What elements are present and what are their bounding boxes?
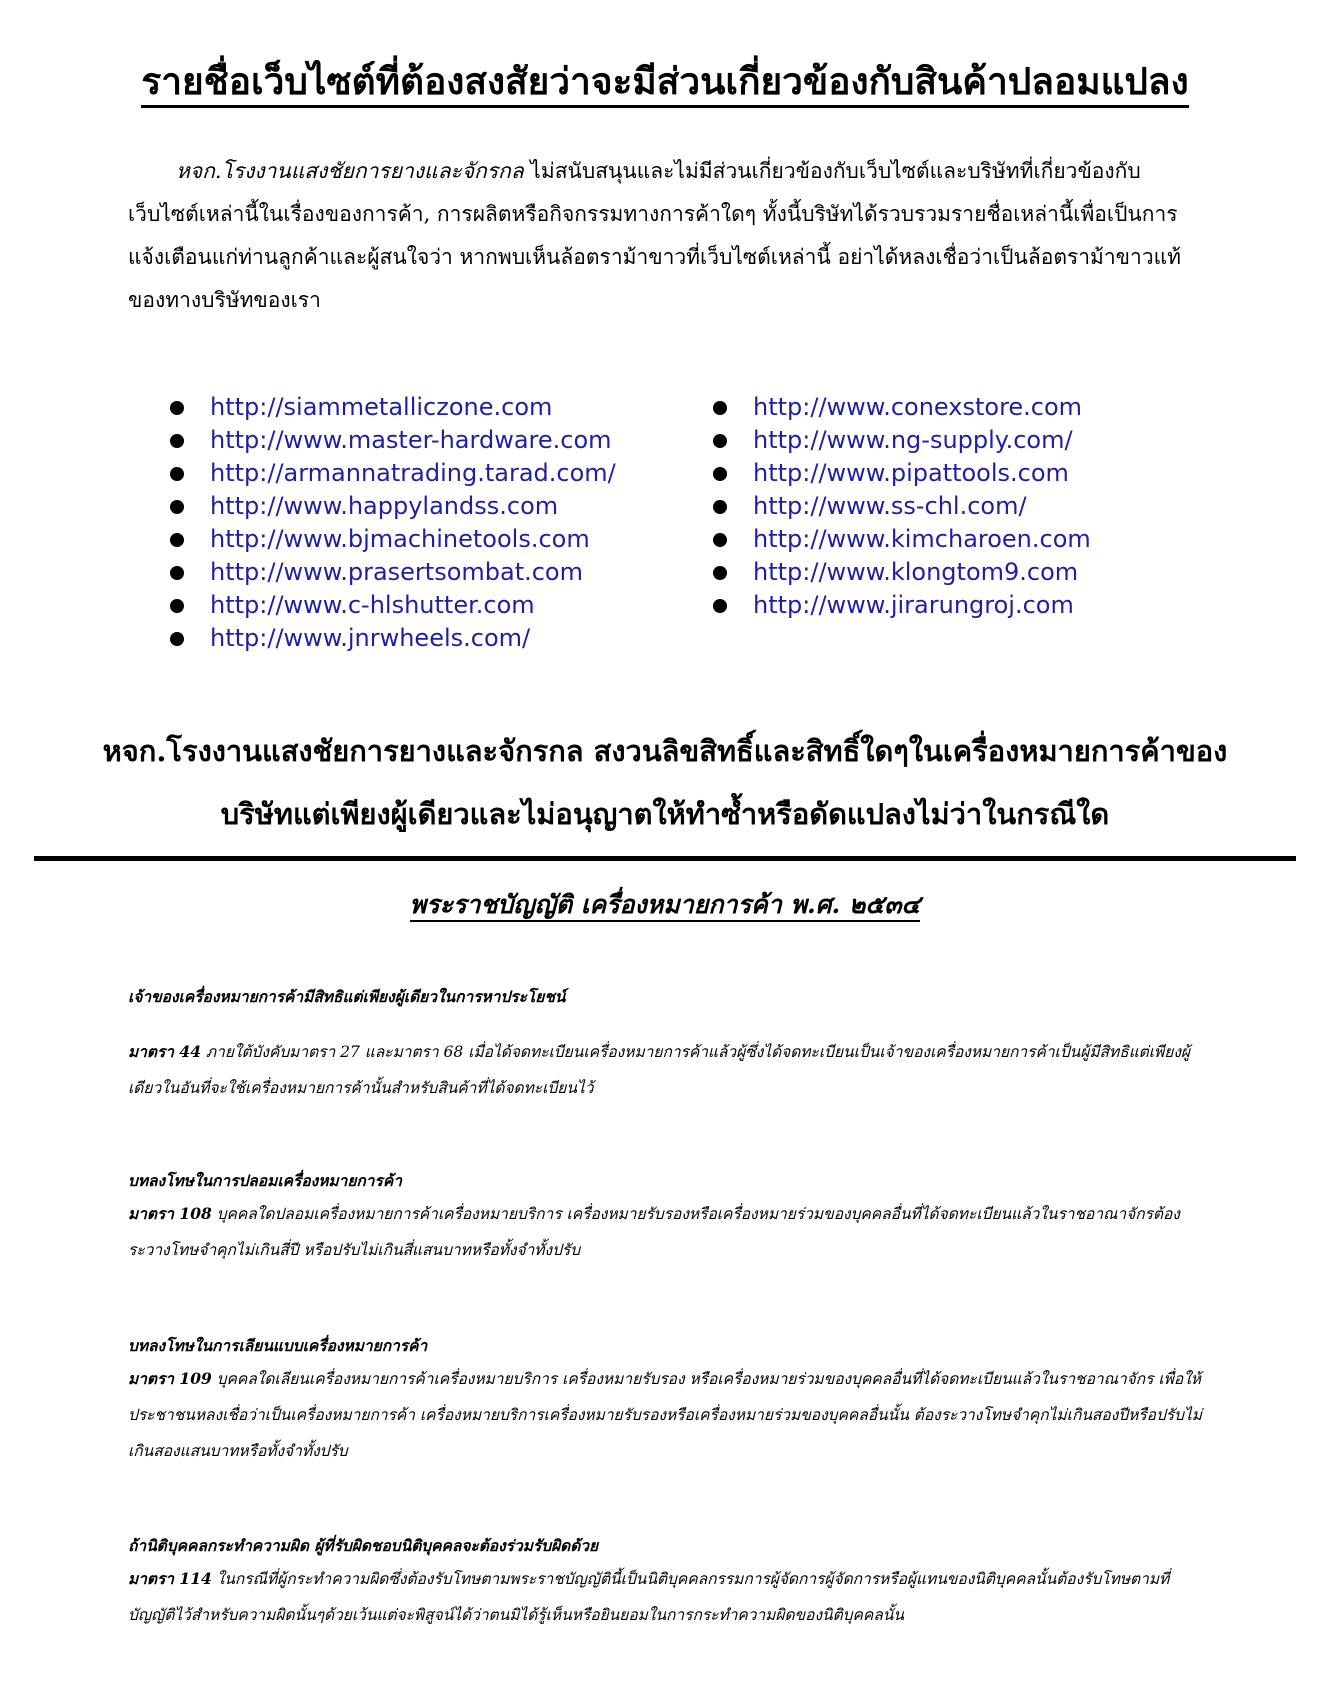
bullet-icon [713,599,727,613]
law-section-body [128,1034,1208,1106]
list-item [713,457,1091,490]
bullet-icon [170,599,184,613]
bullet-icon [713,533,727,547]
url-link[interactable]: http://armannatrading.tarad.com/ [210,459,616,487]
bullet-icon [713,434,727,448]
url-link[interactable]: http://www.bjmachinetools.com [210,525,590,553]
bullet-icon [713,500,727,514]
list-item [170,589,616,622]
url-link[interactable]: http://www.master-hardware.com [210,426,612,454]
intro-text: ไม่สนับสนุนและไม่มีส่วนเกี่ยวข้องกับเว็บไซต์และบริษัทที่เกี่ยวข้องกับเว็บไซต์เหล่านี้ในเรื่องของการค้า, การผลิตหรือกิจกรรมทางการค้าใดๆ ทั้งนี้บริษัทได้รวบรวมรายชื่อเหล่านี้เพื่อเป็นการแจ้งเตือนแก่ท่านลูกค้าและผู้สนใจว่า หากพบเห็นล้อตราม้าขาวที่เว็บไซต์เหล่านี้ อย่าได้หลงเชื่อว่าเป็นล้อตราม้าขาวแท้ของทางบริษัทของเรา [128,159,1181,312]
url-link[interactable]: http://www.prasertsombat.com [210,558,583,586]
url-link[interactable]: http://www.kimcharoen.com [753,525,1091,553]
url-link[interactable]: http://www.jirarungroj.com [753,591,1074,619]
intro-company-name: หจก.โรงงานแสงชัยการยางและจักรกล [176,159,524,183]
bullet-icon [170,434,184,448]
url-link[interactable]: http://www.c-hlshutter.com [210,591,535,619]
list-item [713,556,1091,589]
list-item [713,424,1091,457]
list-item [170,490,616,523]
article-text: ในกรณีที่ผู้กระทำความผิดซึ่งต้องรับโทษตามพระราชบัญญัตินี้เป็นนิติบุคคลกรรมการผู้จัดการผู้จัดการหรือผู้แทนของนิติบุคคลนั้นต้องรับโทษตามที่บัญญัติไว้สำหรับความผิดนั้นๆด้วยเว้นแต่จะพิสูจน์ได้ว่าตนมิได้รู้เห็นหรือยินยอมในการกระทำความผิดของนิติบุคคลนั้น [128,1570,1170,1624]
url-link[interactable]: http://www.ss-chl.com/ [753,492,1027,520]
list-item [170,424,616,457]
copyright-notice-line1: หจก.โรงงานแสงชัยการยางและจักรกล สงวนลิขสิทธิ์และสิทธิ์ใดๆในเครื่องหมายการค้าของ [102,734,1228,768]
bullet-icon [170,401,184,415]
article-number: มาตรา 114 [128,1569,212,1588]
url-list-left [170,391,616,655]
article-number: มาตรา 108 [128,1204,212,1223]
bullet-icon [170,566,184,580]
list-item [713,523,1091,556]
article-text: บุคคลใดปลอมเครื่องหมายการค้าเครื่องหมายบริการ เครื่องหมายรับรองหรือเครื่องหมายร่วมของบุคคลอื่นที่ได้จดทะเบียนแล้วในราชอาณาจักรต้องระวางโทษจำคุกไม่เกินสี่ปี หรือปรับไม่เกินสี่แสนบาทหรือทั้งจำทั้งปรับ [128,1205,1180,1259]
list-item [170,523,616,556]
list-item [170,556,616,589]
url-link[interactable]: http://www.pipattools.com [753,459,1069,487]
law-section-body [128,1196,1208,1268]
article-number: มาตรา 44 [128,1042,201,1061]
url-link[interactable]: http://www.ng-supply.com/ [753,426,1073,454]
bullet-icon [170,500,184,514]
page-title [0,52,1330,111]
law-section-heading: บทลงโทษในการปลอมเครื่องหมายการค้า [128,1171,402,1190]
law-section-heading: ถ้านิติบุคคลกระทำความผิด ผู้ที่รับผิดชอบนิติบุคคลจะต้องร่วมรับผิดด้วย [128,1536,599,1555]
law-section [128,1168,1208,1268]
law-section-heading: บทลงโทษในการเลียนแบบเครื่องหมายการค้า [128,1336,428,1355]
act-title-text: พระราชบัญญัติ เครื่องหมายการค้า พ.ศ. ๒๕๓๔ [410,890,921,922]
law-section-heading: เจ้าของเครื่องหมายการค้ามีสิทธิแต่เพียงผู้เดียวในการหาประโยชน์ [128,987,566,1006]
url-link[interactable]: http://www.happylandss.com [210,492,559,520]
law-section [128,984,1208,1106]
intro-paragraph [128,150,1208,322]
url-link[interactable]: http://www.klongtom9.com [753,558,1079,586]
list-item [170,622,616,655]
list-item [170,391,616,424]
copyright-notice-line2: บริษัทแต่เพียงผู้เดียวและไม่อนุญาตให้ทำซ้ำหรือดัดแปลงไม่ว่าในกรณีใด [220,797,1110,831]
list-item [713,391,1091,424]
article-text: บุคคลใดเลียนเครื่องหมายการค้าเครื่องหมายบริการ เครื่องหมายรับรอง หรือเครื่องหมายร่วมของบุคคลอื่นที่ได้จดทะเบียนแล้วในราชอาณาจักร เพื่อให้ประชาชนหลงเชื่อว่าเป็นเครื่องหมายการค้า เครื่องหมายบริการเครื่องหมายรับรองหรือเครื่องหมายร่วมของบุคคลอื่นนั้น ต้องระวางโทษจำคุกไม่เกินสองปีหรือปรับไม่เกินสองแสนบาทหรือทั้งจำทั้งปรับ [128,1370,1202,1460]
bullet-icon [170,632,184,646]
url-list-right [713,391,1091,622]
law-section-body [128,1561,1208,1633]
law-section [128,1533,1208,1633]
bullet-icon [713,467,727,481]
url-link[interactable]: http://www.conexstore.com [753,393,1083,421]
page-title-text: รายชื่อเว็บไซต์ที่ต้องสงสัยว่าจะมีส่วนเกี่ยวข้องกับสินค้าปลอมแปลง [141,59,1188,108]
bullet-icon [170,467,184,481]
law-section-body [128,1361,1208,1469]
copyright-notice [60,720,1270,846]
bullet-icon [713,401,727,415]
law-section [128,1333,1208,1469]
url-link[interactable]: http://siammetalliczone.com [210,393,553,421]
bullet-icon [713,566,727,580]
article-text: ภายใต้บังคับมาตรา 27 และมาตรา 68 เมื่อได้จดทะเบียนเครื่องหมายการค้าแล้วผู้ซึ่งได้จดทะเบียนเป็นเจ้าของเครื่องหมายการค้าเป็นผู้มีสิทธิแต่เพียงผู้เดียวในอันที่จะใช้เครื่องหมายการค้านั้นสำหรับสินค้าที่ได้จดทะเบียนไว้ [128,1043,1190,1097]
url-link[interactable]: http://www.jnrwheels.com/ [210,624,531,652]
list-item [713,490,1091,523]
act-title [0,885,1330,925]
bullet-icon [170,533,184,547]
section-divider [34,856,1296,861]
article-number: มาตรา 109 [128,1369,212,1388]
list-item [170,457,616,490]
list-item [713,589,1091,622]
